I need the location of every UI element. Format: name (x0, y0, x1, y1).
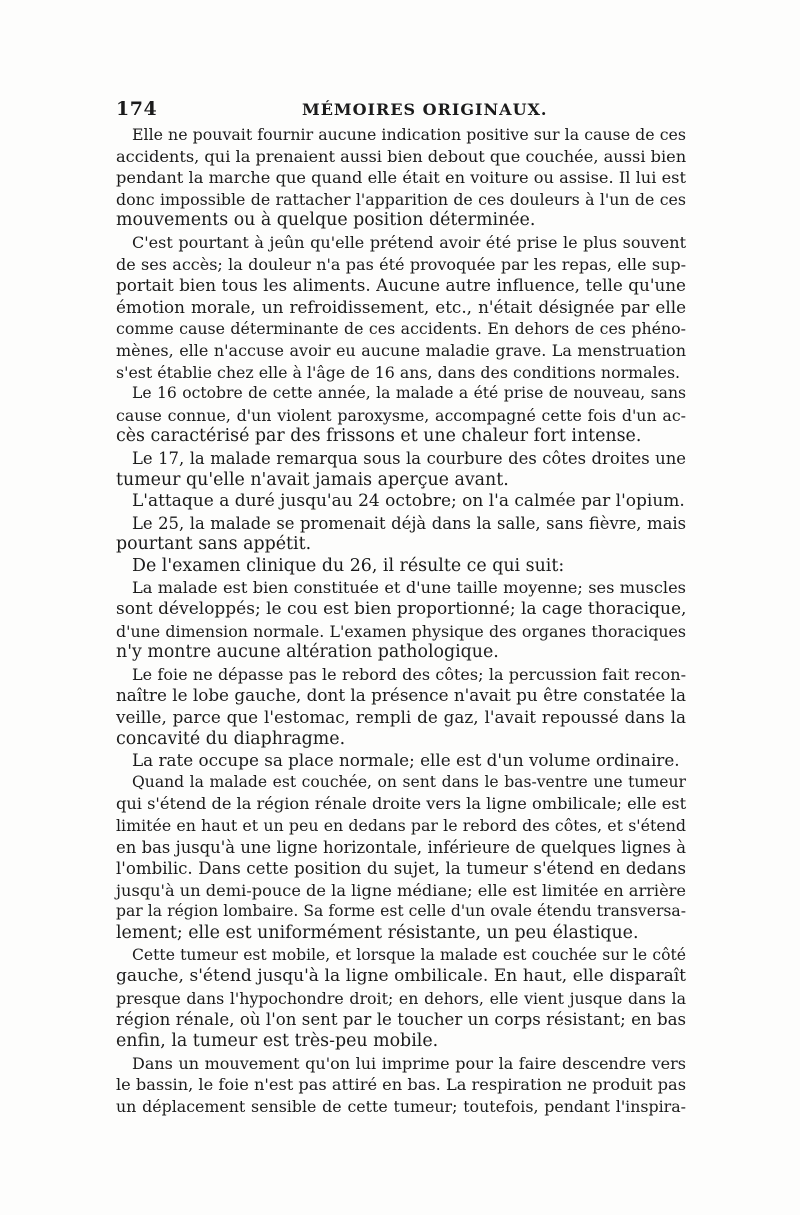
text-line: s'est établie chez elle à l'âge de 16 ans, dans des conditions normales. (116, 362, 681, 382)
running-title: MÉMOIRES ORIGINAUX. (302, 100, 548, 119)
text-line: par la région lombaire. Sa forme est celle d'un ovale étendu transversa- (116, 902, 686, 921)
text-line: De l'examen clinique du 26, il résulte ce qui suit: (132, 555, 565, 576)
text-line: portait bien tous les aliments. Aucune autre influence, telle qu'une (116, 275, 686, 296)
text-line: jusqu'à un demi-pouce de la ligne médiane; elle est limitée en arrière (116, 880, 686, 900)
text-line: naître le lobe gauche, dont la présence n'avait pu être constatée la (116, 685, 687, 706)
text-line: C'est pourtant à jeûn qu'elle prétend avoir été prise le plus souvent (132, 232, 686, 252)
text-line: Quand la malade est couchée, on sent dans le bas-ventre une tumeur (132, 772, 686, 791)
text-line: L'attaque a duré jusqu'au 24 octobre; on l'a calmée par l'opium. (132, 491, 685, 512)
text-line: qui s'étend de la région rénale droite vers la ligne ombilicale; elle est (116, 794, 687, 814)
text-line: accidents, qui la prenaient aussi bien debout que couchée, aussi bien (116, 146, 687, 166)
text-line: d'une dimension normale. L'examen physique des organes thoraciques (116, 621, 686, 641)
text-line: concavité du diaphragme. (116, 728, 346, 749)
text-line: enfin, la tumeur est très-peu mobile. (116, 1030, 439, 1051)
text-line: cès caractérisé par des frissons et une chaleur fort intense. (116, 426, 642, 447)
text-line: La rate occupe sa place normale; elle est d'un volume ordinaire. (132, 750, 680, 771)
text-line: limitée en haut et un peu en dedans par le rebord des côtes, et s'étend (116, 816, 686, 835)
text-line: le bassin, le foie n'est pas attiré en bas. La respiration ne produit pas (116, 1075, 686, 1095)
text-line: Elle ne pouvait fournir aucune indication positive sur la cause de ces (132, 125, 686, 144)
text-line: lement; elle est uniformément résistante, un peu élastique. (116, 922, 639, 943)
text-line: cause connue, d'un violent paroxysme, accompagné cette fois d'un ac- (116, 405, 686, 425)
text-line: donc impossible de rattacher l'apparition de ces douleurs à l'un de ces (116, 189, 686, 209)
text-line: sont développés; le cou est bien proportionné; la cage thoracique, (116, 599, 687, 620)
text-line: mouvements ou à quelque position déterminée. (116, 210, 536, 231)
text-line: mènes, elle n'accuse avoir eu aucune maladie grave. La menstruation (116, 340, 686, 360)
text-line: de ses accès; la douleur n'a pas été provoquée par les repas, elle sup- (116, 254, 686, 274)
text-line: Cette tumeur est mobile, et lorsque la malade est couchée sur le côté (132, 945, 686, 964)
text-line: La malade est bien constituée et d'une taille moyenne; ses muscles (132, 578, 686, 598)
text-line: comme cause déterminante de ces accidents. En dehors de ces phéno- (116, 319, 686, 339)
text-line: n'y montre aucune altération pathologique. (116, 642, 499, 663)
text-line: pourtant sans appétit. (116, 534, 312, 555)
text-line: Le 16 octobre de cette année, la malade a été prise de nouveau, sans (132, 384, 686, 403)
text-line: région rénale, où l'on sent par le toucher un corps résistant; en bas (116, 1010, 686, 1030)
text-line: Le 25, la malade se promenait déjà dans la salle, sans fièvre, mais (132, 513, 686, 533)
text-line: presque dans l'hypochondre droit; en dehors, elle vient jusque dans la (116, 988, 686, 1008)
text-line: Dans un mouvement qu'on lui imprime pour la faire descendre vers (132, 1053, 686, 1073)
text-line: gauche, s'étend jusqu'à la ligne ombilicale. En haut, elle disparaît (116, 966, 686, 987)
text-line: Le foie ne dépasse pas le rebord des côtes; la percussion fait recon- (132, 664, 686, 684)
text-line: l'ombilic. Dans cette position du sujet, la tumeur s'étend en dedans (116, 859, 686, 879)
text-line: en bas jusqu'à une ligne horizontale, inférieure de quelques lignes à (116, 837, 686, 857)
text-line: veille, parce que l'estomac, rempli de gaz, l'avait repoussé dans la (116, 707, 686, 728)
page-number: 174 (116, 98, 158, 120)
text-line: Le 17, la malade remarqua sous la courbure des côtes droites une (132, 448, 686, 468)
text-line: pendant la marche que quand elle était en voiture ou assise. Il lui est (116, 168, 686, 188)
text-line: un déplacement sensible de cette tumeur; toutefois, pendant l'inspira- (116, 1096, 686, 1116)
body-text (116, 124, 686, 1117)
text-line: émotion morale, un refroidissement, etc., n'était désignée par elle (116, 296, 686, 317)
text-line: tumeur qu'elle n'avait jamais aperçue avant. (116, 469, 509, 490)
